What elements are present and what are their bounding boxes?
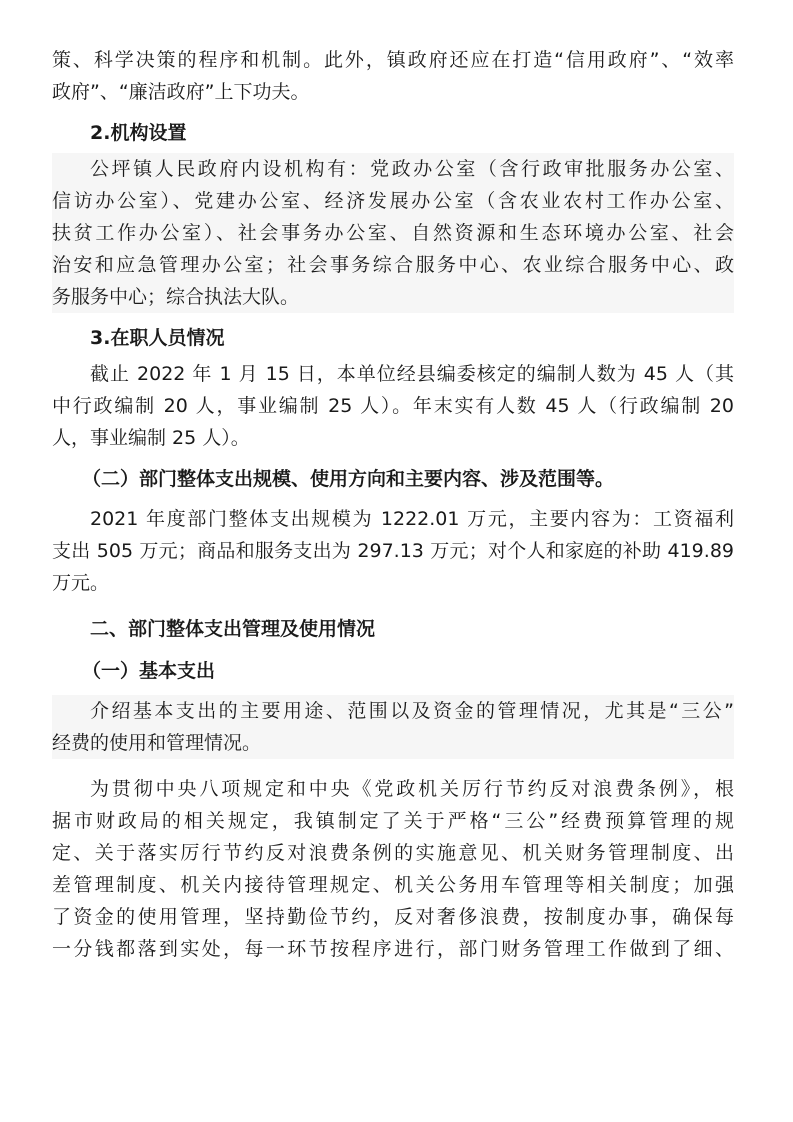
- paragraph-5: [52, 695, 734, 759]
- text-line: 治安和应急管理办公室；社会事务综合服务中心、农业综合服务中心、政: [52, 254, 734, 276]
- paragraph-6: [52, 773, 734, 965]
- text-line: 介绍基本支出的主要用途、范围以及资金的管理情况，尤其是“三公”: [90, 700, 734, 722]
- section-heading-expenditure-scale: （二）部门整体支出规模、使用方向和主要内容、涉及范围等。: [82, 468, 615, 490]
- text-line: 定、关于落实厉行节约反对浪费条例的实施意见、机关财务管理制度、出: [52, 842, 734, 864]
- text-line: 了资金的使用管理，坚持勤俭节约，反对奢侈浪费，按制度办事，确保每: [52, 906, 734, 928]
- text-line: 务服务中心；综合执法大队。: [52, 286, 300, 308]
- text-line: 公坪镇人民政府内设机构有：党政办公室（含行政审批服务办公室、: [90, 158, 734, 180]
- text-line: 信访办公室）、党建办公室、经济发展办公室（含农业农村工作办公室、: [52, 190, 734, 212]
- text-line: 截止 2022 年 1 月 15 日，本单位经县编委核定的编制人数为 45 人（其: [90, 363, 734, 385]
- paragraph-1: [52, 44, 734, 108]
- text-line: 为贯彻中央八项规定和中央《党政机关厉行节约反对浪费条例》，根: [90, 778, 734, 800]
- section-heading-org-setup: 2.机构设置: [90, 122, 187, 144]
- text-line: 政府”、“廉洁政府”上下功夫。: [52, 81, 310, 103]
- text-line: 人，事业编制 25 人）。: [52, 427, 250, 449]
- paragraph-4: [52, 503, 734, 599]
- text-line: 扶贫工作办公室）、社会事务办公室、自然资源和生态环境办公室、社会: [52, 222, 734, 244]
- text-line: 策、科学决策的程序和机制。此外，镇政府还应在打造“信用政府”、“效率: [52, 49, 734, 71]
- document-page: [52, 44, 734, 965]
- section-heading-basic-expenditure: （一）基本支出: [82, 660, 216, 682]
- text-line: 万元。: [52, 572, 110, 594]
- text-line: 支出 505 万元；商品和服务支出为 297.13 万元；对个人和家庭的补助 419.89: [52, 540, 734, 562]
- paragraph-2: [52, 153, 734, 313]
- text-line: 中行政编制 20 人，事业编制 25 人）。年末实有人数 45 人（行政编制 20: [52, 395, 734, 417]
- paragraph-3: [52, 358, 734, 454]
- section-heading-staff: 3.在职人员情况: [90, 327, 225, 349]
- text-line: 经费的使用和管理情况。: [52, 732, 262, 754]
- text-line: 一分钱都落到实处，每一环节按程序进行，部门财务管理工作做到了细、: [52, 938, 734, 960]
- section-heading-expenditure-management: 二、部门整体支出管理及使用情况: [90, 618, 376, 640]
- text-line: 2021 年度部门整体支出规模为 1222.01 万元，主要内容为：工资福利: [90, 508, 734, 530]
- text-line: 据市财政局的相关规定，我镇制定了关于严格“三公”经费预算管理的规: [52, 810, 734, 832]
- text-line: 差管理制度、机关内接待管理规定、机关公务用车管理等相关制度；加强: [52, 874, 734, 896]
